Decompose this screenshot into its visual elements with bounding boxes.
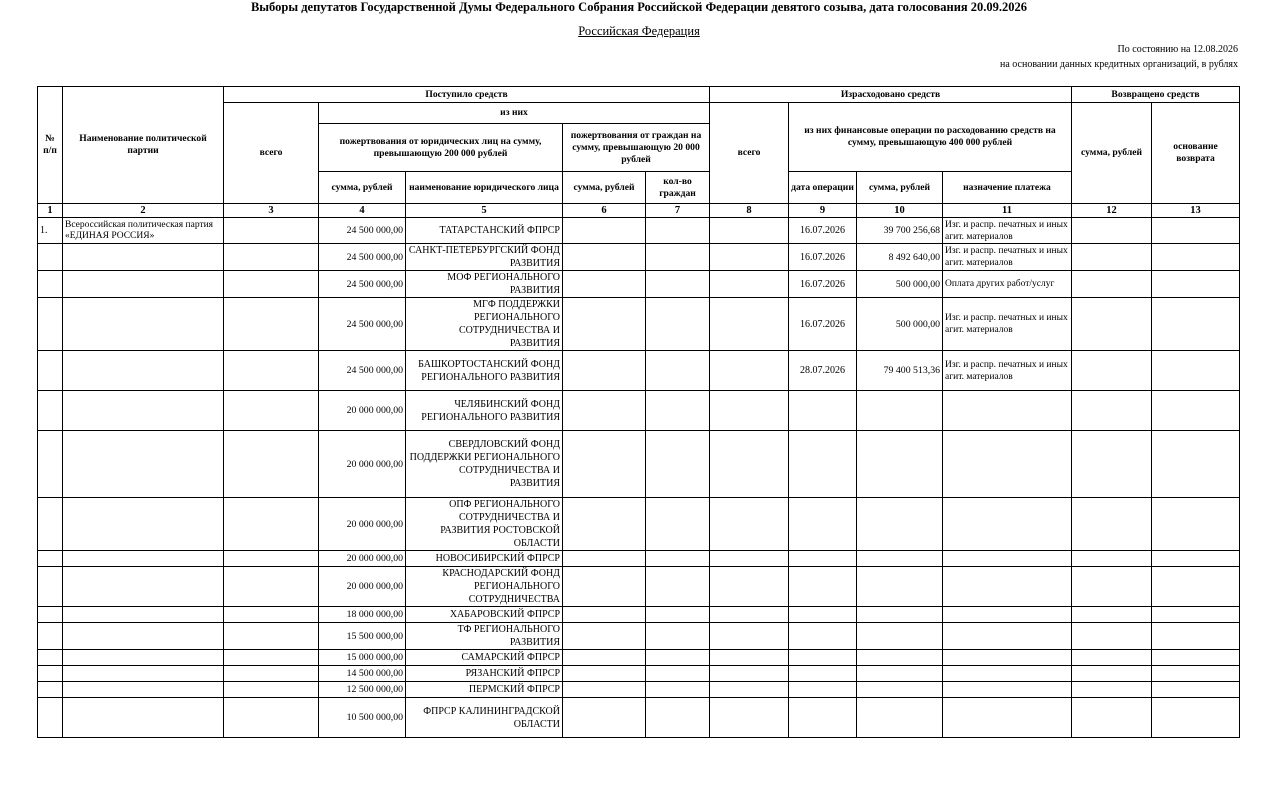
header-received-total: всего: [224, 103, 319, 204]
donation-amount: 24 500 000,00: [319, 271, 406, 298]
party-name: [63, 698, 224, 738]
header-spent-total: всего: [710, 103, 789, 204]
table-row: [38, 391, 1240, 431]
header-legal-amount: сумма, рублей: [319, 172, 406, 204]
donation-amount: 18 000 000,00: [319, 607, 406, 623]
column-number-row: [38, 204, 1240, 218]
citizens-count-cell: [646, 682, 710, 698]
operation-amount: [857, 682, 943, 698]
header-num: № п/п: [38, 87, 63, 204]
column-number-7: 7: [646, 204, 710, 218]
return-reason-cell: [1152, 607, 1240, 623]
citizens-count-cell: [646, 567, 710, 607]
citizens-count-cell: [646, 666, 710, 682]
spent-total-cell: [710, 498, 789, 551]
donation-amount: 15 500 000,00: [319, 623, 406, 650]
row-index: [38, 682, 63, 698]
citizens-count-cell: [646, 391, 710, 431]
operation-amount: 500 000,00: [857, 271, 943, 298]
header-legal-name: наименование юридического лица: [406, 172, 563, 204]
column-number-10: 10: [857, 204, 943, 218]
header-returned-amount: сумма, рублей: [1072, 103, 1152, 204]
column-number-3: 3: [224, 204, 319, 218]
table-row: [38, 244, 1240, 271]
spent-total-cell: [710, 218, 789, 244]
operation-date: [789, 682, 857, 698]
legal-entity-name: ТАТАРСТАНСКИЙ ФПРСР: [406, 218, 563, 244]
table-row: [38, 351, 1240, 391]
citizen-amount-cell: [563, 298, 646, 351]
citizens-count-cell: [646, 698, 710, 738]
row-index: [38, 551, 63, 567]
operation-amount: [857, 551, 943, 567]
spent-total-cell: [710, 567, 789, 607]
donation-amount: 24 500 000,00: [319, 298, 406, 351]
finance-report-table: [37, 86, 1240, 738]
table-row: [38, 551, 1240, 567]
party-name: [63, 498, 224, 551]
received-total-cell: [224, 623, 319, 650]
received-total-cell: [224, 567, 319, 607]
operation-amount: [857, 567, 943, 607]
spent-total-cell: [710, 650, 789, 666]
header-citizen-amount: сумма, рублей: [563, 172, 646, 204]
operation-date: [789, 551, 857, 567]
header-citizens-count: кол-во граждан: [646, 172, 710, 204]
header-returned: Возвращено средств: [1072, 87, 1240, 103]
returned-amount-cell: [1072, 244, 1152, 271]
return-reason-cell: [1152, 271, 1240, 298]
donation-amount: 24 500 000,00: [319, 218, 406, 244]
citizen-amount-cell: [563, 698, 646, 738]
party-name: [63, 666, 224, 682]
row-index: [38, 623, 63, 650]
column-number-8: 8: [710, 204, 789, 218]
return-reason-cell: [1152, 431, 1240, 498]
row-index: 1.: [38, 218, 63, 244]
received-total-cell: [224, 698, 319, 738]
header-of-them: из них: [319, 103, 710, 124]
received-total-cell: [224, 551, 319, 567]
spent-total-cell: [710, 244, 789, 271]
legal-entity-name: ФПРСР КАЛИНИНГРАДСКОЙ ОБЛАСТИ: [406, 698, 563, 738]
operation-date: [789, 698, 857, 738]
citizen-amount-cell: [563, 623, 646, 650]
legal-entity-name: МОФ РЕГИОНАЛЬНОГО РАЗВИТИЯ: [406, 271, 563, 298]
party-name: [63, 567, 224, 607]
data-source-note: на основании данных кредитных организаций, в рублях: [1000, 59, 1238, 70]
return-reason-cell: [1152, 391, 1240, 431]
citizens-count-cell: [646, 431, 710, 498]
table-row: [38, 682, 1240, 698]
table-row: [38, 498, 1240, 551]
legal-entity-name: ОПФ РЕГИОНАЛЬНОГО СОТРУДНИЧЕСТВА И РАЗВИТИЯ РОСТОВСКОЙ ОБЛАСТИ: [406, 498, 563, 551]
legal-entity-name: ПЕРМСКИЙ ФПРСР: [406, 682, 563, 698]
donation-amount: 24 500 000,00: [319, 244, 406, 271]
header-payment-purpose: назначение платежа: [943, 172, 1072, 204]
return-reason-cell: [1152, 650, 1240, 666]
citizen-amount-cell: [563, 271, 646, 298]
column-number-4: 4: [319, 204, 406, 218]
payment-purpose: [943, 698, 1072, 738]
citizens-count-cell: [646, 298, 710, 351]
party-name: Всероссийская политическая партия «ЕДИНАЯ РОССИЯ»: [63, 218, 224, 244]
citizen-amount-cell: [563, 666, 646, 682]
spent-total-cell: [710, 298, 789, 351]
donation-amount: 15 000 000,00: [319, 650, 406, 666]
citizen-amount-cell: [563, 244, 646, 271]
spent-total-cell: [710, 698, 789, 738]
column-number-11: 11: [943, 204, 1072, 218]
spent-total-cell: [710, 623, 789, 650]
table-row: [38, 698, 1240, 738]
spent-total-cell: [710, 607, 789, 623]
operation-date: 16.07.2026: [789, 244, 857, 271]
row-index: [38, 271, 63, 298]
table-row: [38, 567, 1240, 607]
header-citizen-donations: пожертвования от граждан на сумму, превышающую 20 000 рублей: [563, 124, 710, 172]
return-reason-cell: [1152, 298, 1240, 351]
column-number-13: 13: [1152, 204, 1240, 218]
return-reason-cell: [1152, 567, 1240, 607]
citizens-count-cell: [646, 244, 710, 271]
citizen-amount-cell: [563, 431, 646, 498]
legal-entity-name: РЯЗАНСКИЙ ФПРСР: [406, 666, 563, 682]
spent-total-cell: [710, 666, 789, 682]
row-index: [38, 698, 63, 738]
legal-entity-name: КРАСНОДАРСКИЙ ФОНД РЕГИОНАЛЬНОГО СОТРУДНИЧЕСТВА: [406, 567, 563, 607]
returned-amount-cell: [1072, 298, 1152, 351]
party-name: [63, 244, 224, 271]
table-row: [38, 218, 1240, 244]
party-name: [63, 351, 224, 391]
received-total-cell: [224, 218, 319, 244]
citizen-amount-cell: [563, 567, 646, 607]
payment-purpose: [943, 431, 1072, 498]
operation-amount: [857, 498, 943, 551]
spent-total-cell: [710, 391, 789, 431]
return-reason-cell: [1152, 218, 1240, 244]
operation-date: 16.07.2026: [789, 298, 857, 351]
operation-date: [789, 666, 857, 682]
payment-purpose: Оплата других работ/услуг: [943, 271, 1072, 298]
received-total-cell: [224, 650, 319, 666]
operation-amount: [857, 391, 943, 431]
citizens-count-cell: [646, 607, 710, 623]
report-date-block: [1000, 42, 1238, 72]
payment-purpose: [943, 567, 1072, 607]
citizen-amount-cell: [563, 498, 646, 551]
table-row: [38, 650, 1240, 666]
operation-date: 16.07.2026: [789, 271, 857, 298]
legal-entity-name: ЧЕЛЯБИНСКИЙ ФОНД РЕГИОНАЛЬНОГО РАЗВИТИЯ: [406, 391, 563, 431]
operation-amount: [857, 623, 943, 650]
return-reason-cell: [1152, 498, 1240, 551]
column-number-12: 12: [1072, 204, 1152, 218]
header-op-amount: сумма, рублей: [857, 172, 943, 204]
returned-amount-cell: [1072, 607, 1152, 623]
row-index: [38, 244, 63, 271]
row-index: [38, 666, 63, 682]
row-index: [38, 567, 63, 607]
party-name: [63, 650, 224, 666]
legal-entity-name: БАШКОРТОСТАНСКИЙ ФОНД РЕГИОНАЛЬНОГО РАЗВИТИЯ: [406, 351, 563, 391]
operation-date: [789, 431, 857, 498]
return-reason-cell: [1152, 682, 1240, 698]
return-reason-cell: [1152, 623, 1240, 650]
received-total-cell: [224, 682, 319, 698]
return-reason-cell: [1152, 666, 1240, 682]
returned-amount-cell: [1072, 567, 1152, 607]
spent-total-cell: [710, 351, 789, 391]
returned-amount-cell: [1072, 391, 1152, 431]
document-title: Выборы депутатов Государственной Думы Федерального Собрания Российской Федерации девятого созыва, дата голосования 20.09.2026: [250, 0, 1028, 14]
header-party-name: Наименование политической партии: [63, 87, 224, 204]
party-name: [63, 607, 224, 623]
operation-amount: 8 492 640,00: [857, 244, 943, 271]
legal-entity-name: ХАБАРОВСКИЙ ФПРСР: [406, 607, 563, 623]
citizens-count-cell: [646, 623, 710, 650]
header-received: Поступило средств: [224, 87, 710, 103]
donation-amount: 20 000 000,00: [319, 551, 406, 567]
row-index: [38, 498, 63, 551]
citizen-amount-cell: [563, 607, 646, 623]
citizens-count-cell: [646, 218, 710, 244]
table-body: [38, 218, 1240, 738]
received-total-cell: [224, 244, 319, 271]
header-spent: Израсходовано средств: [710, 87, 1072, 103]
party-name: [63, 551, 224, 567]
citizen-amount-cell: [563, 351, 646, 391]
returned-amount-cell: [1072, 623, 1152, 650]
received-total-cell: [224, 271, 319, 298]
legal-entity-name: СВЕРДЛОВСКИЙ ФОНД ПОДДЕРЖКИ РЕГИОНАЛЬНОГО СОТРУДНИЧЕСТВА И РАЗВИТИЯ: [406, 431, 563, 498]
operation-date: 28.07.2026: [789, 351, 857, 391]
citizens-count-cell: [646, 498, 710, 551]
returned-amount-cell: [1072, 271, 1152, 298]
operation-amount: [857, 650, 943, 666]
operation-amount: [857, 431, 943, 498]
column-number-6: 6: [563, 204, 646, 218]
row-index: [38, 431, 63, 498]
returned-amount-cell: [1072, 351, 1152, 391]
citizen-amount-cell: [563, 391, 646, 431]
received-total-cell: [224, 391, 319, 431]
table-row: [38, 666, 1240, 682]
donation-amount: 20 000 000,00: [319, 391, 406, 431]
donation-amount: 20 000 000,00: [319, 431, 406, 498]
operation-amount: 79 400 513,36: [857, 351, 943, 391]
donation-amount: 14 500 000,00: [319, 666, 406, 682]
header-fin-ops: из них финансовые операции по расходованию средств на сумму, превышающую 400 000 рублей: [789, 103, 1072, 172]
legal-entity-name: ТФ РЕГИОНАЛЬНОГО РАЗВИТИЯ: [406, 623, 563, 650]
payment-purpose: [943, 607, 1072, 623]
operation-date: [789, 607, 857, 623]
citizens-count-cell: [646, 271, 710, 298]
citizens-count-cell: [646, 551, 710, 567]
payment-purpose: [943, 666, 1072, 682]
operation-amount: [857, 607, 943, 623]
payment-purpose: Изг. и распр. печатных и иных агит. материалов: [943, 218, 1072, 244]
spent-total-cell: [710, 431, 789, 498]
column-number-9: 9: [789, 204, 857, 218]
returned-amount-cell: [1072, 551, 1152, 567]
returned-amount-cell: [1072, 698, 1152, 738]
citizen-amount-cell: [563, 682, 646, 698]
legal-entity-name: МГФ ПОДДЕРЖКИ РЕГИОНАЛЬНОГО СОТРУДНИЧЕСТВА И РАЗВИТИЯ: [406, 298, 563, 351]
donation-amount: 12 500 000,00: [319, 682, 406, 698]
operation-amount: 39 700 256,68: [857, 218, 943, 244]
payment-purpose: [943, 391, 1072, 431]
row-index: [38, 351, 63, 391]
region-caption: [0, 24, 1278, 39]
party-name: [63, 431, 224, 498]
operation-date: [789, 391, 857, 431]
operation-date: 16.07.2026: [789, 218, 857, 244]
returned-amount-cell: [1072, 218, 1152, 244]
header-op-date: дата операции: [789, 172, 857, 204]
operation-date: [789, 567, 857, 607]
return-reason-cell: [1152, 698, 1240, 738]
party-name: [63, 391, 224, 431]
received-total-cell: [224, 666, 319, 682]
table-row: [38, 623, 1240, 650]
payment-purpose: Изг. и распр. печатных и иных агит. материалов: [943, 351, 1072, 391]
table-row: [38, 271, 1240, 298]
header-legal-donations: пожертвования от юридических лиц на сумму, превышающую 200 000 рублей: [319, 124, 563, 172]
spent-total-cell: [710, 271, 789, 298]
table-row: [38, 431, 1240, 498]
payment-purpose: Изг. и распр. печатных и иных агит. материалов: [943, 298, 1072, 351]
as-of-date: По состоянию на 12.08.2026: [1117, 44, 1238, 55]
citizen-amount-cell: [563, 218, 646, 244]
received-total-cell: [224, 298, 319, 351]
received-total-cell: [224, 498, 319, 551]
returned-amount-cell: [1072, 666, 1152, 682]
return-reason-cell: [1152, 551, 1240, 567]
operation-date: [789, 623, 857, 650]
operation-date: [789, 498, 857, 551]
party-name: [63, 271, 224, 298]
payment-purpose: [943, 650, 1072, 666]
region-name: Российская Федерация: [578, 24, 700, 38]
received-total-cell: [224, 431, 319, 498]
payment-purpose: [943, 498, 1072, 551]
return-reason-cell: [1152, 351, 1240, 391]
operation-date: [789, 650, 857, 666]
donation-amount: 10 500 000,00: [319, 698, 406, 738]
returned-amount-cell: [1072, 682, 1152, 698]
return-reason-cell: [1152, 244, 1240, 271]
column-number-5: 5: [406, 204, 563, 218]
legal-entity-name: САМАРСКИЙ ФПРСР: [406, 650, 563, 666]
operation-amount: [857, 666, 943, 682]
citizen-amount-cell: [563, 551, 646, 567]
header-return-reason: основание возврата: [1152, 103, 1240, 204]
row-index: [38, 298, 63, 351]
donation-amount: 24 500 000,00: [319, 351, 406, 391]
party-name: [63, 298, 224, 351]
payment-purpose: [943, 551, 1072, 567]
column-number-1: 1: [38, 204, 63, 218]
donation-amount: 20 000 000,00: [319, 498, 406, 551]
payment-purpose: [943, 682, 1072, 698]
party-name: [63, 682, 224, 698]
spent-total-cell: [710, 682, 789, 698]
column-number-2: 2: [63, 204, 224, 218]
table-row: [38, 298, 1240, 351]
donation-amount: 20 000 000,00: [319, 567, 406, 607]
received-total-cell: [224, 607, 319, 623]
row-index: [38, 650, 63, 666]
legal-entity-name: САНКТ-ПЕТЕРБУРГСКИЙ ФОНД РАЗВИТИЯ: [406, 244, 563, 271]
row-index: [38, 391, 63, 431]
payment-purpose: Изг. и распр. печатных и иных агит. материалов: [943, 244, 1072, 271]
spent-total-cell: [710, 551, 789, 567]
returned-amount-cell: [1072, 650, 1152, 666]
operation-amount: [857, 698, 943, 738]
payment-purpose: [943, 623, 1072, 650]
operation-amount: 500 000,00: [857, 298, 943, 351]
row-index: [38, 607, 63, 623]
returned-amount-cell: [1072, 498, 1152, 551]
citizens-count-cell: [646, 650, 710, 666]
received-total-cell: [224, 351, 319, 391]
party-name: [63, 623, 224, 650]
citizens-count-cell: [646, 351, 710, 391]
citizen-amount-cell: [563, 650, 646, 666]
table-row: [38, 607, 1240, 623]
returned-amount-cell: [1072, 431, 1152, 498]
legal-entity-name: НОВОСИБИРСКИЙ ФПРСР: [406, 551, 563, 567]
